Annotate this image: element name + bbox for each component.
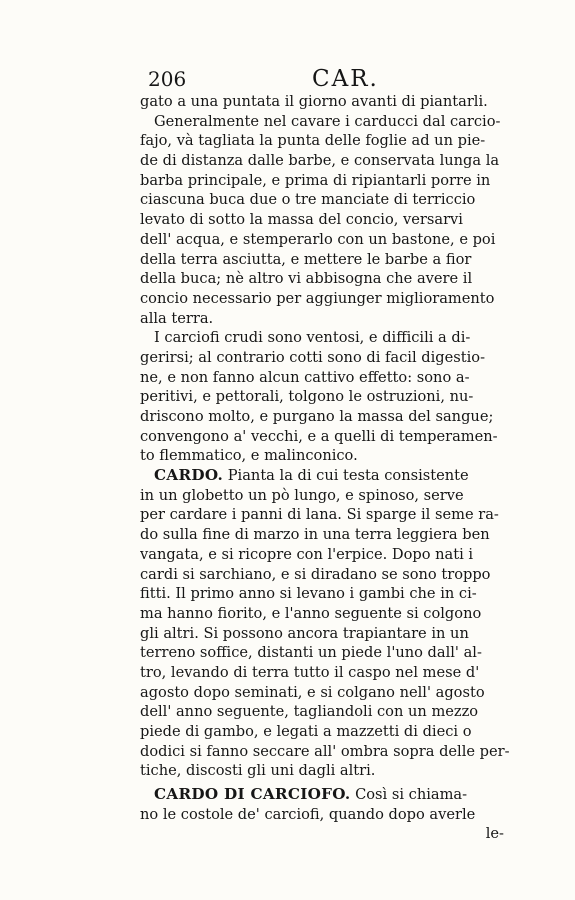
text-line: barba principale, e prima di ripiantarli porre in	[140, 171, 491, 189]
text-line: de di distanza dalle barbe, e conservata lunga la	[140, 152, 500, 170]
text-line: gerirsi; al contrario cotti sono di facil digestio-	[140, 348, 486, 366]
text-line: alla terra.	[140, 309, 214, 327]
text-line: Pianta la di cui testa consistente	[227, 467, 469, 485]
text-line: peritivi, e pettorali, tolgono le ostruzioni, nu-	[140, 388, 474, 406]
text-line: cardi si sarchiano, e si diradano se sono troppo	[140, 565, 491, 583]
text-line: della buca; nè altro vi abbisogna che avere il	[140, 270, 473, 288]
text-line: piede di gambo, e legati a mazzetti di dieci o	[140, 723, 472, 740]
text-line: tro, levando di terra tutto il caspo nel mese d'	[140, 663, 480, 681]
text-line: concio necessario per aggiunger miglioramento	[140, 289, 495, 307]
text-line: ne, e non fanno alcun cattivo effetto: sono a-	[140, 368, 470, 386]
page-header	[148, 66, 500, 92]
text-line: tiche, discosti gli uni dagli altri.	[140, 762, 376, 780]
text-line: per cardare i panni di lana. Si sparge il seme ra-	[140, 506, 499, 524]
text-line: dell' acqua, e stemperarlo con un bastone, e poi	[140, 230, 496, 248]
text-line: dodici si fanno seccare all' ombra sopra delle per-	[140, 742, 510, 760]
text-line: convengono a' vecchi, e a quelli di temperamen-	[140, 427, 498, 445]
text-line: gato a una puntata il giorno avanti di piantarli.	[140, 93, 488, 110]
running-head: CAR.	[312, 66, 379, 92]
page-number: 206	[148, 67, 187, 91]
entry-cardo-line	[140, 466, 512, 486]
text-line: Generalmente nel cavare i carducci dal carcio-	[154, 112, 501, 130]
text-line: della terra asciutta, e mettere le barbe a fior	[140, 250, 472, 268]
text-line: terreno soffice, distanti un piede l'uno dall' al-	[140, 644, 482, 662]
entry-term-cardo: CARDO.	[154, 466, 224, 485]
text-line: gli altri. Si possono ancora trapiantare in un	[140, 624, 469, 642]
text-line: Così si chiama-	[355, 786, 468, 804]
catchword: le-	[485, 825, 504, 843]
text-line: fitti. Il primo anno si levano i gambi che in ci-	[140, 585, 477, 603]
text-line: in un globetto un pò lungo, e spinoso, serve	[140, 486, 464, 504]
text-line: no le costole de' carciofi, quando dopo averle	[140, 805, 476, 823]
text-line: do sulla fine di marzo in una terra leggiera ben	[140, 526, 490, 544]
text-line: fajo, và tagliata la punta delle foglie ad un pie-	[140, 132, 486, 150]
text-line: I carciofi crudi sono ventosi, e difficili a di-	[154, 329, 471, 347]
body-text	[140, 92, 512, 844]
text-line: driscono molto, e purgano la massa del sangue;	[140, 408, 494, 425]
text-line: dell' anno seguente, tagliandoli con un mezzo	[140, 703, 479, 721]
text-line: agosto dopo seminati, e si colgano nell' agosto	[140, 683, 485, 701]
text-line: to flemmatico, e malinconico.	[140, 447, 358, 465]
text-line: levato di sotto la massa del concio, versarvi	[140, 211, 463, 229]
text-line: ciascuna buca due o tre manciate di terriccio	[140, 191, 476, 209]
text-line: vangata, e si ricopre con l'erpice. Dopo nati i	[140, 545, 474, 563]
entry-cardo-di-carciofo-line	[140, 785, 512, 805]
entry-term-cardo-di-carciofo: CARDO DI CARCIOFO.	[154, 785, 351, 804]
text-line: ma hanno fiorito, e l'anno seguente si colgono	[140, 604, 482, 622]
